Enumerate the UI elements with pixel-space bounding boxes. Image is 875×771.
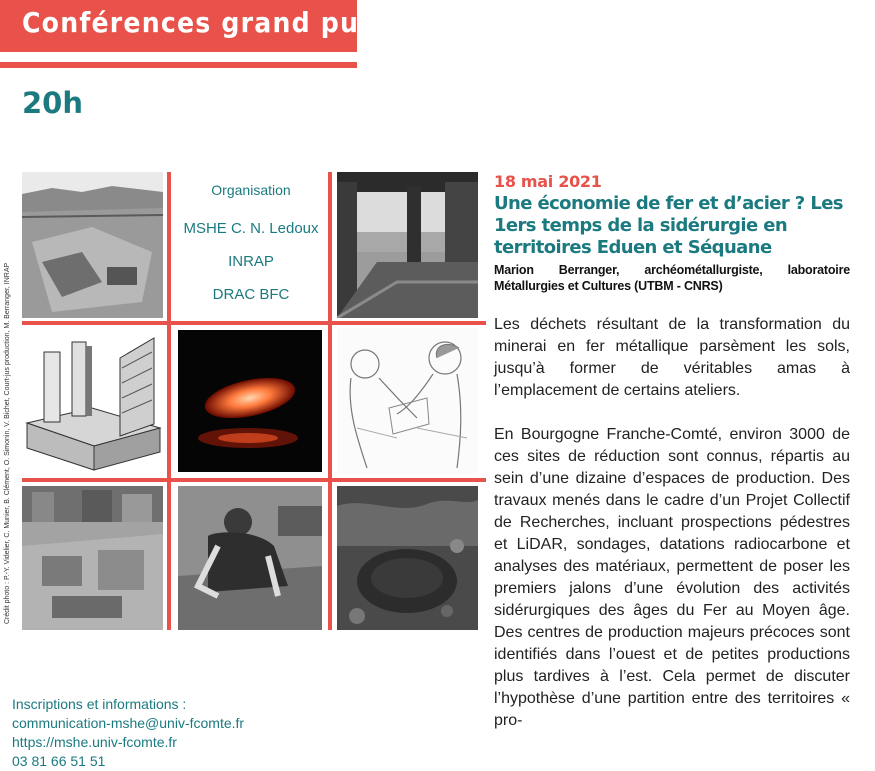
furnace-reconstruction-drawing [22,328,163,474]
contact-email-link[interactable]: communication-mshe@univ-fcomte.fr [12,715,245,731]
glowing-iron-bloom-photo-icon [178,330,322,472]
aerial-excavation-photo-icon [22,172,163,318]
talk-date: 18 mai 2021 [494,172,602,191]
archaeologist-digging-photo [178,486,322,630]
banner-underline [0,62,357,68]
grid-divider-horizontal-bottom [22,478,486,482]
urban-excavation-photo-icon [22,486,163,630]
slag-heap-photo-icon [337,486,478,630]
furnace-reconstruction-drawing-icon [22,328,163,474]
metalworkers-sketch-drawing [337,328,478,474]
banner-title: Conférences grand public [22,6,415,39]
organiser-name: INRAP [228,253,274,270]
colonnade-river-photo [337,172,478,318]
talk-paragraph: En Bourgogne Franche-Comté, environ 3000 de ces sites de réduction sont connus, répartis au sein d’une dizaine d’espaces de production. Des travaux menés dans le cadre d’un Projet Collectif de Recherches, incluant prospections pédestres et LiDAR, sondages, datations radiocarbone et analyses des matériaux, permettent de poser les premiers jalons d’une évolution des activités sidérurgiques des âges du Fer au Moyen âge. Des centres de production majeurs précoces sont identifiés dans l’ouest et de petites productions plus tardives à l’est. Cela permet de discuter l’hypothèse d’une partition entre des territoires « pro- [494,426,850,729]
event-time: 20h [22,86,84,120]
organisation-block [170,172,332,303]
photo-credit: Crédit photo : P.-Y. Videlier, C. Munier, B. Clément, O. Simonin, V. Bichet, Court-jus production, M. Berranger, INRAP [4,262,11,624]
talk-details [494,172,850,732]
organiser-name: DRAC BFC [212,286,290,303]
urban-excavation-photo [22,486,163,630]
contact-phone: 03 81 66 51 51 [12,753,106,769]
organisation-label: Organisation [211,182,291,198]
colonnade-river-photo-icon [337,172,478,318]
glowing-iron-bloom-photo [178,330,322,472]
organiser-name: MSHE C. N. Ledoux [183,220,319,237]
metalworkers-sketch-drawing-icon [337,328,478,474]
archaeologist-digging-photo-icon [178,486,322,630]
talk-paragraph: Les déchets résultant de la transformation du minerai en fer métallique parsèment les sols, jusqu’à former de véritables amas à l’emplacement de certains ateliers. [494,316,850,399]
title-banner [0,0,415,52]
aerial-excavation-photo [22,172,163,318]
slag-heap-photo [337,486,478,630]
contact-website-link[interactable]: https://mshe.univ-fcomte.fr [12,734,177,750]
contact-info [12,695,244,771]
talk-speaker: Marion Berranger, archéométallurgiste, laboratoire Métallurgies et Cultures (UTBM - CNRS) [494,263,850,293]
grid-divider-horizontal-top [22,321,486,325]
talk-title: Une économie de fer et d’acier ? Les 1ers temps de la sidérurgie en territoires Eduen et Séquane [494,193,843,258]
contact-heading: Inscriptions et informations : [12,696,187,712]
